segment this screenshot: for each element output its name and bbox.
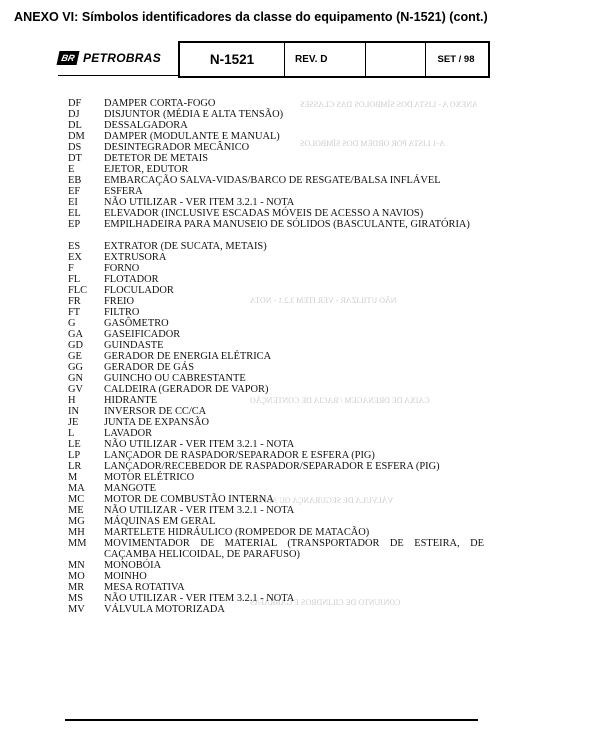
symbol-code: GD xyxy=(68,340,84,351)
symbol-description: MONOBÓIA xyxy=(104,560,162,571)
symbol-code: FR xyxy=(68,296,81,307)
bottom-rule xyxy=(65,719,478,721)
symbol-code: GA xyxy=(68,329,84,340)
symbol-code: DM xyxy=(68,131,85,142)
symbol-description: ELEVADOR (INCLUSIVE ESCADAS MÓVEIS DE ACESSO A NAVIOS) xyxy=(104,208,424,219)
symbol-description: DAMPER CORTA-FOGO xyxy=(104,98,216,109)
symbol-code: LR xyxy=(68,461,82,472)
symbol-description: MANGOTE xyxy=(104,483,156,494)
symbol-description: DESINTEGRADOR MECÂNICO xyxy=(104,142,250,153)
symbol-code: DJ xyxy=(68,109,80,120)
symbol-description: DESSALGADORA xyxy=(104,120,188,131)
symbol-description: MARTELETE HIDRÁULICO (ROMPEDOR DE MATACÃO) xyxy=(104,527,370,538)
bleed-through-text: ANEXO A - LISTA DOS SÍMBOLOS DAS CLASSES xyxy=(300,100,478,109)
symbol-code: EI xyxy=(68,197,78,208)
br-logo-icon: BR xyxy=(57,51,80,65)
date-label: SET / 98 xyxy=(437,54,475,65)
symbol-code: IN xyxy=(68,406,79,417)
symbol-code: MS xyxy=(68,593,84,604)
symbol-description: MOTOR DE COMBUSTÃO INTERNA xyxy=(104,494,274,505)
symbol-code: FL xyxy=(68,274,81,285)
symbol-description: NÃO UTILIZAR - VER ITEM 3.2.1 - NOTA xyxy=(104,593,295,604)
symbol-code: MG xyxy=(68,516,85,527)
symbol-code: JE xyxy=(68,417,79,428)
symbol-code: FT xyxy=(68,307,81,318)
symbol-description: DISJUNTOR (MÉDIA E ALTA TENSÃO) xyxy=(104,109,284,120)
symbol-code: H xyxy=(68,395,76,406)
symbol-description: GERADOR DE ENERGIA ELÉTRICA xyxy=(104,351,272,362)
symbol-description: HIDRANTE xyxy=(104,395,158,406)
symbol-description: GASÔMETRO xyxy=(104,318,169,329)
bleed-through-text: CAIXA DE DRENAGEM / BACIA DE CONTENÇÃO xyxy=(250,396,430,405)
symbol-description: MOVIMENTADOR DE MATERIAL (TRANSPORTADOR DE ESTEIRA, DE CAÇAMBA HELICOIDAL, DE PARAFUSO) xyxy=(104,538,484,560)
symbol-description: JUNTA DE EXPANSÃO xyxy=(104,417,210,428)
bleed-through-text: VÁLVULA DE SEGURANÇA OU ALÍVIO xyxy=(250,496,394,505)
page-title: ANEXO VI: Símbolos identificadores da classe do equipamento (N-1521) (cont.) xyxy=(14,10,488,24)
symbol-description: ESFERA xyxy=(104,186,143,197)
symbol-description: FLOTADOR xyxy=(104,274,159,285)
symbol-description: DAMPER (MODULANTE E MANUAL) xyxy=(104,131,280,142)
symbol-code: M xyxy=(68,472,78,483)
bleed-through-text: NÃO UTILIZAR - VER ITEM 3.2.1 - NOTA xyxy=(250,296,397,305)
symbol-code: MN xyxy=(68,560,85,571)
symbol-code: ME xyxy=(68,505,84,516)
symbol-code: FLC xyxy=(68,285,88,296)
symbol-description: FREIO xyxy=(104,296,135,307)
symbol-description: EJETOR, EDUTOR xyxy=(104,164,189,175)
symbol-code: GE xyxy=(68,351,82,362)
symbol-description: FLOCULADOR xyxy=(104,285,174,296)
symbol-code: GN xyxy=(68,373,84,384)
symbol-code: LP xyxy=(68,450,81,461)
symbol-description: FILTRO xyxy=(104,307,140,318)
symbol-code: EP xyxy=(68,219,81,230)
symbol-code: DL xyxy=(68,120,82,131)
symbol-code: G xyxy=(68,318,76,329)
symbol-code: EL xyxy=(68,208,81,219)
symbol-description: GUINDASTE xyxy=(104,340,164,351)
bleed-through-text: A-1 LISTA POR ORDEM DOS SÍMBOLOS xyxy=(300,139,445,148)
symbol-code: MH xyxy=(68,527,85,538)
symbol-description: EMBARCAÇÃO SALVA-VIDAS/BARCO DE RESGATE/BALSA INFLÁVEL xyxy=(104,175,441,186)
symbol-description: FORNO xyxy=(104,263,140,274)
symbol-description: EMPILHADEIRA PARA MANUSEIO DE SÓLIDOS (BASCULANTE, GIRATÓRIA) xyxy=(104,219,470,230)
symbol-description: NÃO UTILIZAR - VER ITEM 3.2.1 - NOTA xyxy=(104,505,295,516)
symbol-code: L xyxy=(68,428,75,439)
symbol-code: LE xyxy=(68,439,81,450)
symbol-description: GUINCHO OU CABRESTANTE xyxy=(104,373,246,384)
symbol-description: EXTRUSORA xyxy=(104,252,167,263)
symbol-code: MO xyxy=(68,571,85,582)
symbol-description: EXTRATOR (DE SUCATA, METAIS) xyxy=(104,241,267,252)
symbol-code: DS xyxy=(68,142,82,153)
symbol-code: E xyxy=(68,164,75,175)
symbol-code: GG xyxy=(68,362,84,373)
symbol-description: CALDEIRA (GERADOR DE VAPOR) xyxy=(104,384,269,395)
symbol-code: DF xyxy=(68,98,82,109)
symbol-description: GASEIFICADOR xyxy=(104,329,181,340)
symbol-code: EX xyxy=(68,252,82,263)
symbol-description: DETETOR DE METAIS xyxy=(104,153,209,164)
symbol-description: INVERSOR DE CC/CA xyxy=(104,406,207,417)
symbol-description: MOINHO xyxy=(104,571,147,582)
symbol-code: MC xyxy=(68,494,85,505)
symbol-code: GV xyxy=(68,384,84,395)
symbol-code: DT xyxy=(68,153,82,164)
symbol-code: MV xyxy=(68,604,85,615)
symbol-code: EF xyxy=(68,186,81,197)
symbol-description: LANÇADOR DE RASPADOR/SEPARADOR E ESFERA (PIG) xyxy=(104,450,375,461)
symbol-description: MOTOR ELÉTRICO xyxy=(104,472,195,483)
symbol-description: LAVADOR xyxy=(104,428,153,439)
symbol-code: F xyxy=(68,263,74,274)
symbol-code: MA xyxy=(68,483,85,494)
symbol-code: MM xyxy=(68,538,87,549)
symbol-description: MESA ROTATIVA xyxy=(104,582,185,593)
symbol-code: EB xyxy=(68,175,82,186)
symbol-description: LANÇADOR/RECEBEDOR DE RASPADOR/SEPARADOR E ESFERA (PIG) xyxy=(104,461,440,472)
doc-number: N-1521 xyxy=(180,43,285,76)
symbol-code: MR xyxy=(68,582,85,593)
symbol-description: MÁQUINAS EM GERAL xyxy=(104,516,216,527)
revision-label: REV. D xyxy=(286,43,366,76)
symbol-description: GERADOR DE GÁS xyxy=(104,362,195,373)
symbol-code: ES xyxy=(68,241,81,252)
symbol-description: NÃO UTILIZAR - VER ITEM 3.2.1 - NOTA xyxy=(104,439,295,450)
logo-text: PETROBRAS xyxy=(83,51,162,65)
symbol-description: VÁLVULA MOTORIZADA xyxy=(104,604,225,615)
bleed-through-text: CONJUNTO DE CILINDROS E GARRAFAS xyxy=(250,598,401,607)
symbol-description: NÃO UTILIZAR - VER ITEM 3.2.1 - NOTA xyxy=(104,197,295,208)
